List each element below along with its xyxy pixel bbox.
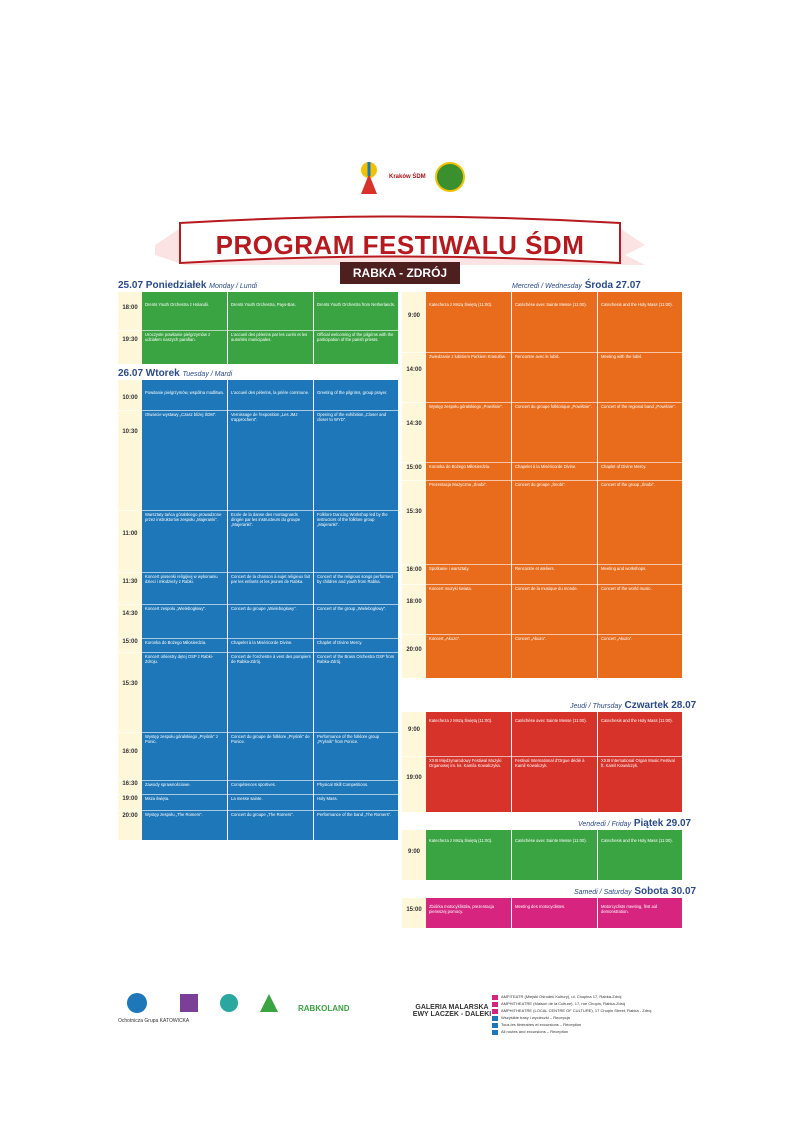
event-en: Concert of the religious songs performed by children and youth from Rabka.	[317, 574, 393, 585]
event-fr: Rencontre et ateliers.	[515, 566, 555, 571]
event-pl: Koronka do Bożego Miłosierdzia.	[145, 640, 207, 645]
event-en: Drents Youth Orchestra from Netherlands.	[317, 302, 395, 307]
day-header-friday: Vendredi / Friday Piątek 29.07	[578, 818, 692, 829]
event-en: Holy Mass.	[317, 796, 338, 801]
time-slot: 18:00	[406, 599, 422, 605]
event-fr: L'accueil des pèlerins par les curés et les autorités municipales.	[231, 332, 308, 343]
time-slot: 15:00	[406, 465, 422, 471]
saturday-schedule	[402, 898, 682, 928]
event-fr: L'accueil des pèlerins, la prière commune.	[231, 390, 310, 395]
legend-item: Wszystkie trasy i wycieczki – Recepcja	[492, 1015, 682, 1022]
event-fr: Festival International d'Orgue dédié à Kamil Kowalczyk.	[515, 758, 585, 769]
event-pl: Koncert piosenki religijnej w wykonaniu dzieci i młodzieży z Rabki.	[145, 574, 218, 585]
day-header-thursday: Jeudi / Thursday Czwartek 28.07	[570, 700, 697, 711]
time-slot: 20:00	[122, 813, 138, 819]
event-pl: Uroczyste powitanie pielgrzymów z udziałem naszych parafian.	[145, 332, 211, 343]
sponsor-logo-icon	[126, 992, 148, 1014]
wyd-logo-icon	[355, 160, 383, 196]
rabkoland-logo: RABKOLAND	[298, 1004, 350, 1013]
event-fr: La messe sainte.	[231, 796, 263, 801]
time-slot: 11:30	[122, 579, 138, 585]
time-slot: 15:30	[122, 681, 138, 687]
legend-item: AMPHITHEATRE (Maison de la Culture), 17, rue Chopin, Rabka-Zdrój	[492, 1001, 682, 1008]
event-en: Opening of the exhibition „Closer and closer to WYD”.	[317, 412, 387, 423]
event-en: Concert of the group „Śnobi”.	[601, 482, 656, 487]
day-header-monday: 25.07 Poniedziałek Monday / Lundi	[118, 280, 258, 291]
page-title: PROGRAM FESTIWALU ŚDM	[215, 230, 585, 260]
event-pl: Prezentacja Muzyczna „Śnobi”.	[429, 482, 487, 487]
event-en: Catechesis and the Holy Mass (11:00).	[601, 838, 673, 843]
thursday-schedule	[402, 712, 682, 812]
event-fr: Concert du groupe de folklore „Pryśnik” de Ponice.	[231, 734, 310, 745]
event-en: Meeting with the lubiś.	[601, 354, 643, 359]
event-fr: Concert du groupe „The Romers”.	[231, 812, 294, 817]
tuesday-schedule	[118, 380, 398, 840]
festival-logos	[355, 160, 465, 210]
event-fr: Concert de la musique du monde.	[515, 586, 578, 591]
event-en: Official welcoming of the pilgrims with the participation of the parish priests.	[317, 332, 394, 343]
legend-item: All routes and excursions – Reception	[492, 1029, 682, 1036]
event-fr: Catéchèse avec Sainte Messe (11:00).	[515, 302, 587, 307]
time-slot: 15:00	[122, 639, 138, 645]
time-slot: 9:00	[407, 727, 420, 733]
time-slot: 15:30	[406, 509, 422, 515]
day-header-saturday: Samedi / Saturday Sobota 30.07	[574, 886, 697, 897]
event-en: Motorcyclists meeting, first aid demonstration.	[601, 904, 658, 915]
event-pl: Występ zespołu „The Romers”.	[145, 812, 203, 817]
event-en: Concert of the regional band „Powiśnie”.	[601, 404, 676, 409]
event-pl: Koncert „Akuzo”.	[429, 636, 461, 641]
time-slot: 16:00	[122, 749, 138, 755]
event-pl: Zbiórka motocyklistów, prezentacja pierwszej pomocy.	[429, 904, 494, 915]
event-pl: Drents Youth Orchestra z Holandii.	[145, 302, 210, 307]
crest-logo-icon	[178, 992, 200, 1014]
event-pl: Zawody sprawnościowe.	[145, 782, 191, 787]
sponsor-name: Ochotnicza Grupa KATOWICKA	[118, 1018, 190, 1024]
event-pl: Powitanie pielgrzymów, wspólna modlitwa.	[145, 390, 224, 395]
wednesday-schedule	[402, 292, 682, 678]
time-slot: 10:00	[122, 395, 138, 401]
time-slot: 11:00	[122, 531, 138, 537]
legend-item: AMFITEATR (Miejski Ośrodek Kultury), ul. Chopina 17, Rabka-Zdrój	[492, 994, 682, 1001]
event-pl: Katecheza z Mszą Świętą (11:00).	[429, 718, 493, 723]
event-en: Meeting and workshops.	[601, 566, 647, 571]
monday-schedule	[118, 292, 398, 364]
event-fr: Vernissage de l'exposition „Les JMJ s'approchent”.	[231, 412, 298, 423]
location-legend	[492, 994, 682, 1036]
time-slot: 18:00	[122, 305, 138, 311]
event-en: Physical Skill Competitions.	[317, 782, 369, 787]
event-fr: Chapelet à la Miséricorde Divine.	[515, 464, 577, 469]
event-fr: Compétences sportives.	[231, 782, 276, 787]
event-en: Catechesis and the Holy Mass (11:00).	[601, 302, 673, 307]
event-pl: Zwiedzanie z lubisiem Parkiem Krasulów.	[429, 354, 506, 359]
logo-text: Kraków ŚDM	[389, 174, 426, 180]
time-slot: 19:00	[122, 796, 138, 802]
event-fr: Catéchèse avec Sainte Messe (11:00).	[515, 838, 587, 843]
event-pl: Warsztaty tańca góralskiego prowadzone przez instruktorów zespołu „Majeranki”.	[145, 512, 222, 523]
event-pl: Spotkanie i warsztaty.	[429, 566, 470, 571]
time-slot: 19:00	[406, 775, 422, 781]
event-en: Concert of the group „Wielebogłowy”.	[317, 606, 387, 611]
day-header-tuesday: 26.07 Wtorek Tuesday / Mardi	[118, 368, 233, 379]
event-pl: Koncert muzyki świata.	[429, 586, 472, 591]
event-fr: Ecole de la danse des montagnards dirigée par les instructeurs du groupe „Majeranki”.	[231, 512, 301, 528]
event-fr: Chapelet à la Miséricorde Divine.	[231, 640, 293, 645]
event-en: Concert of the Brass Orchestra OSP from Rabka-Zdrój.	[317, 654, 395, 665]
event-fr: Concert du groupe „Śnobi”.	[515, 482, 566, 487]
time-slot: 9:00	[407, 313, 420, 319]
time-slot: 20:00	[406, 647, 422, 653]
event-pl: Otwarcie wystawy „Czasz bliżej ŚDM”.	[145, 412, 217, 417]
event-en: Performance of the band „The Romers”.	[317, 812, 392, 817]
friday-schedule	[402, 830, 682, 880]
event-en: Catechesis and the Holy Mass (11:00).	[601, 718, 673, 723]
event-en: Folklore Dancing Workshop led by the instructors of the folklore group „Majeranki”.	[317, 512, 388, 528]
event-fr: Catéchèse avec Sainte Messe (11:00).	[515, 718, 587, 723]
event-pl: XXIII Międzynarodowy Festiwal Muzyki Organowej im. ks. Kamila Kowalczyka.	[429, 758, 502, 769]
event-pl: Występ zespołu góralskiego „Powiśnie”.	[429, 404, 503, 409]
event-pl: Msza święta.	[145, 796, 170, 801]
event-fr: Concert du groupe folklorique „Powiśnie”.	[515, 404, 592, 409]
time-slot: 16:30	[122, 781, 138, 787]
event-fr: Concert de l'orchestre à vent des pompiers de Rabka-Zdrój.	[231, 654, 311, 665]
event-en: Greeting of the pilgrims, group prayer.	[317, 390, 388, 395]
event-pl: Występ zespołu góralskiego „Pryśnik” z Ponic.	[145, 734, 219, 745]
tree-logo-icon	[258, 992, 280, 1014]
subtitle: RABKA - ZDRÓJ	[340, 262, 460, 284]
event-pl: Koronka do Bożego Miłosierdzia.	[429, 464, 491, 469]
event-fr: Concert de la chanson à sujet religieux fait par les enfants et les jeunes de Rabka.	[231, 574, 310, 585]
time-slot: 15:00	[406, 907, 422, 913]
time-slot: 19:30	[122, 337, 138, 343]
day-header-wednesday: Mercredi / Wednesday Środa 27.07	[512, 280, 641, 291]
sponsor-logos	[118, 992, 458, 1032]
event-fr: Meeting des motocyclistes.	[515, 904, 566, 909]
time-slot: 9:00	[407, 849, 420, 855]
legend-item: AMPHITHEATRE (LOCAL CENTRE OF CULTURE), 17 Chopin Street, Rabka - Zdrój	[492, 1008, 682, 1015]
event-pl: Katecheza z Mszą Świętą (11:00).	[429, 838, 493, 843]
time-slot: 14:30	[122, 611, 138, 617]
event-en: Chaplet of Divine Mercy.	[601, 464, 647, 469]
event-en: Chaplet of Divine Mercy.	[317, 640, 363, 645]
event-en: XXIII International Organ Music Festival ft. Kamil Kowalczyk.	[601, 758, 675, 769]
event-en: Concert „Akuzo”.	[601, 636, 633, 641]
rabka-crest-icon	[435, 162, 465, 192]
event-fr: Concert „Akuzo”.	[515, 636, 547, 641]
legend-item: Tous les itinéraires et excursions – Réception	[492, 1022, 682, 1029]
event-fr: Concert du groupe „Wielebogłowy”.	[231, 606, 297, 611]
time-slot: 16:00	[406, 567, 422, 573]
figures-logo-icon	[218, 992, 240, 1014]
time-slot: 10:30	[122, 429, 138, 435]
event-fr: Rencontre avec le lubiś.	[515, 354, 560, 359]
event-pl: Katecheza z Mszą Świętą (11:00).	[429, 302, 493, 307]
event-fr: Drents Youth Orchestra, Pays-Bas.	[231, 302, 296, 307]
time-slot: 14:00	[406, 367, 422, 373]
galeria-logo: GALERIA MALARSKA EWY LACZEK - DALEKI	[412, 1004, 492, 1018]
event-pl: Koncert orkiestry dętej OSP z Rabki-Zdroju.	[145, 654, 214, 665]
time-slot: 14:30	[406, 421, 422, 427]
event-en: Performance of the folklore group „Pryśnik” from Ponice.	[317, 734, 380, 745]
event-pl: Koncert zespołu „Wielebogłowy”.	[145, 606, 206, 611]
event-en: Concert of the world music.	[601, 586, 652, 591]
